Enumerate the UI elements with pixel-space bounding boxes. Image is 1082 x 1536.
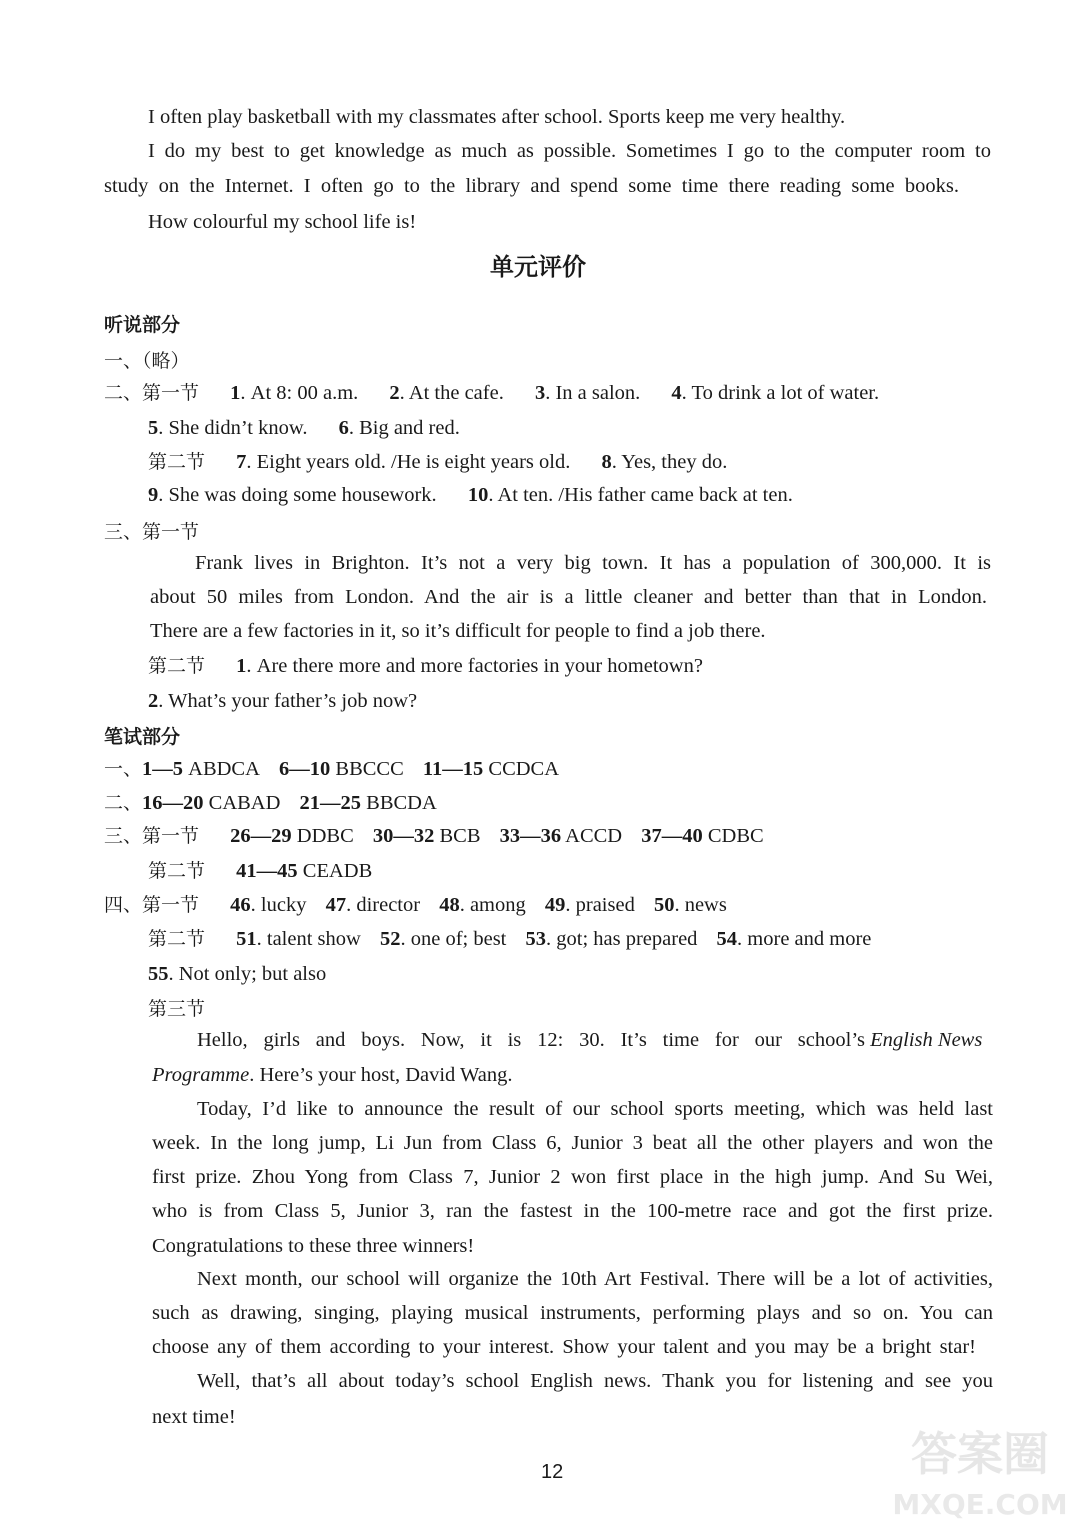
part-label: 第二节 [148, 451, 206, 473]
listening-s2-row4: 9. She was doing some housework. 10. At ten. /His father came back at ten. [148, 484, 793, 506]
section-label: 一、 [104, 350, 143, 372]
essay-line-5: first prize. Zhou Yong from Class 7, Junior 2 won first place in the high jump. And Su Wei, [152, 1166, 993, 1188]
watermark-logo [890, 1408, 1070, 1528]
item-number: 1 [236, 655, 247, 677]
part-label: 第二节 [148, 928, 206, 950]
programme-name: Programme [152, 1064, 250, 1086]
item-number: 50 [653, 894, 675, 916]
range: 41—45 [236, 860, 298, 882]
item-number: 52 [379, 928, 401, 950]
essay-line-9: such as drawing, singing, playing musical instruments, performing plays and so on. You can [152, 1302, 993, 1324]
listening-passage-2: about 50 miles from London. And the air is a little cleaner and better than that in London. [150, 586, 987, 608]
question: Are there more and more factories in your hometown? [256, 655, 703, 677]
written-s3-row2 [148, 858, 372, 884]
answers: DDBC [296, 825, 354, 847]
answers: CCDCA [488, 758, 560, 780]
essay-line-7: Congratulations to these three winners! [152, 1235, 475, 1257]
omitted-note: （略） [142, 350, 190, 372]
listening-s2-row2: 5. She didn’t know. 6. Big and red. [148, 417, 460, 439]
item-number: 51 [236, 928, 257, 950]
essay-line-1 [197, 1027, 993, 1053]
item-number: 3 [534, 382, 546, 404]
item-number: 54 [716, 928, 738, 950]
question: What’s your father’s job now? [168, 690, 418, 712]
item-number: 48 [439, 894, 460, 916]
answer: At the cafe. [408, 382, 504, 404]
answers: CEADB [302, 860, 373, 882]
answers: ABDCA [188, 758, 260, 780]
answer: praised [575, 894, 635, 916]
item-number: 6 [338, 417, 349, 439]
item-number: 9 [148, 484, 159, 506]
item-number: 55 [148, 963, 169, 985]
range: 33—36 [499, 825, 562, 847]
item-number: 2 [389, 382, 400, 404]
answer: Not only; but also [178, 963, 327, 985]
listening-passage-1: Frank lives in Brighton. It’s not a very big town. It has a population of 300,000. It is [195, 552, 991, 574]
section-label: 二、 [104, 382, 143, 404]
part-label: 第一节 [142, 382, 200, 404]
unit-title: 单元评价 [490, 253, 586, 281]
essay-text: Hello, girls and boys. Now, it is 12: 30. It’s time for our school’s [197, 1029, 865, 1051]
item-number: 49 [544, 894, 566, 916]
answer: She was doing some housework. [168, 484, 437, 506]
essay-line-10: choose any of them according to your interest. Show your talent and you may be a bright star! [152, 1336, 976, 1358]
written-s4-part3-label: 第三节 [148, 998, 206, 1020]
range: 21—25 [299, 792, 362, 814]
answer: lucky [260, 894, 307, 916]
answer: one of; best [410, 928, 507, 950]
item-number: 2 [148, 690, 159, 712]
essay-text: . Here’s your host, David Wang. [249, 1064, 513, 1086]
part-label: 第一节 [142, 521, 200, 543]
written-s3-row1 [104, 823, 764, 849]
listening-s2-row1: 二、第一节 1. At 8: 00 a.m. 2. At the cafe. 3. In a salon. 4. To drink a lot of water. [104, 382, 880, 404]
answer: In a salon. [555, 382, 641, 404]
programme-name: English News [870, 1029, 983, 1051]
listening-passage-3: There are a few factories in it, so it’s difficult for people to find a job there. [150, 620, 766, 642]
part-label: 第二节 [148, 860, 206, 882]
watermark-logo-text: 答案圈 [911, 1427, 1049, 1481]
item-number: 8 [601, 451, 612, 473]
section-label: 三、 [104, 521, 143, 543]
range: 6—10 [279, 758, 331, 780]
essay-line-2 [152, 1062, 512, 1088]
answers: CDBC [707, 825, 764, 847]
written-heading: 笔试部分 [104, 726, 181, 748]
answers: ACCD [565, 825, 623, 847]
range: 26—29 [230, 825, 292, 847]
range: 16—20 [142, 792, 204, 814]
range: 1—5 [142, 758, 184, 780]
answer: At ten. /His father came back at ten. [497, 484, 793, 506]
section-label: 二、 [104, 792, 143, 814]
answer: She didn’t know. [168, 417, 308, 439]
essay-line-3: Today, I’d like to announce the result of our school sports meeting, which was held last [197, 1098, 993, 1120]
answer: talent show [266, 928, 361, 950]
written-s4-row2: 第二节 51. talent show 52. one of; best 53. got; has prepared 54. more and more [148, 928, 872, 950]
item-number: 5 [148, 417, 159, 439]
answer: To drink a lot of water. [691, 382, 880, 404]
written-s4-row3: 55. Not only; but also [148, 963, 327, 985]
essay-line-6: who is from Class 5, Junior 3, ran the fastest in the 100-metre race and got the first prize. [152, 1200, 993, 1222]
intro-line-1: I often play basketball with my classmates after school. Sports keep me very healthy. [148, 106, 846, 128]
answer: got; has prepared [556, 928, 698, 950]
item-number: 10 [467, 484, 489, 506]
item-number: 53 [525, 928, 546, 950]
answer: Big and red. [359, 417, 460, 439]
essay-line-11: Well, that’s all about today’s school English news. Thank you for listening and see you [197, 1370, 993, 1392]
written-s1 [104, 756, 559, 782]
essay-line-8: Next month, our school will organize the 10th Art Festival. There will be a lot of activities, [197, 1268, 993, 1290]
listening-s1 [104, 348, 190, 374]
answers: BCB [439, 825, 481, 847]
range: 37—40 [641, 825, 703, 847]
intro-line-4: How colourful my school life is! [148, 211, 417, 233]
essay-line-4: week. In the long jump, Li Jun from Class 6, Junior 3 beat all the other players and won the [152, 1132, 993, 1154]
range: 11—15 [422, 758, 484, 780]
answer: among [469, 894, 526, 916]
item-number: 46 [230, 894, 251, 916]
item-number: 4 [671, 382, 682, 404]
listening-heading: 听说部分 [104, 314, 181, 336]
listening-s3-q2: 2. What’s your father’s job now? [148, 690, 418, 712]
answers: BBCDA [366, 792, 437, 814]
answer: At 8: 00 a.m. [250, 382, 359, 404]
item-number: 1 [230, 382, 241, 404]
part-label: 第一节 [142, 894, 200, 916]
essay-line-12: next time! [152, 1406, 236, 1428]
item-number: 47 [325, 894, 347, 916]
item-number: 7 [236, 451, 247, 473]
listening-s3-head [104, 519, 199, 545]
answer: more and more [747, 928, 872, 950]
page-number: 12 [541, 1461, 564, 1483]
answer: news [684, 894, 727, 916]
answer: Yes, they do. [621, 451, 728, 473]
intro-line-2: I do my best to get knowledge as much as possible. Sometimes I go to the computer room to [148, 140, 991, 162]
watermark-site-text: MXQE.COM [892, 1488, 1068, 1521]
answers: BBCCC [335, 758, 404, 780]
section-label: 四、 [104, 894, 143, 916]
section-label: 一、 [104, 758, 143, 780]
written-s4-row1: 四、第一节 46. lucky 47. director 48. among 49. praised 50. news [104, 894, 727, 916]
range: 30—32 [372, 825, 435, 847]
written-s2 [104, 790, 437, 816]
part-label: 第一节 [142, 825, 200, 847]
answers: CABAD [208, 792, 281, 814]
answer: director [356, 894, 421, 916]
answer: Eight years old. /He is eight years old. [256, 451, 571, 473]
intro-line-3: study on the Internet. I often go to the library and spend some time there reading some books. [104, 175, 959, 197]
section-label: 三、 [104, 825, 143, 847]
part-label: 第二节 [148, 655, 206, 677]
listening-s3-q1: 第二节 1. Are there more and more factories in your hometown? [148, 655, 703, 677]
listening-s2-row3: 第二节 7. Eight years old. /He is eight years old. 8. Yes, they do. [148, 451, 728, 473]
